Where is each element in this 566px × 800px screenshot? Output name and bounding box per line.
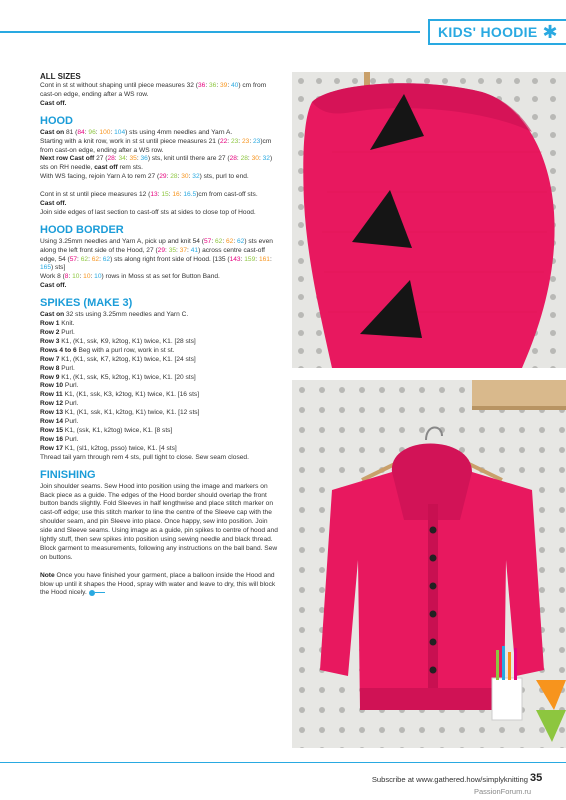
- spike-row: Cast on 32 sts using 3.25mm needles and Yarn C.: [40, 311, 189, 319]
- spikes-end: Thread tail yarn through rem 4 sts, pull tight to close. Sew seam closed.: [40, 453, 249, 461]
- hood-para-4: With WS facing, rejoin Yarn A to rem 27 (29: 28: 30: 32) sts, purl to end.: [40, 173, 249, 181]
- spike-row: Row 14 Purl.: [40, 418, 79, 426]
- hood-para-1: Cast on 81 (84: 96: 100: 104) sts using 4mm needles and Yarn A.: [40, 128, 233, 136]
- spike-row: Row 8 Purl.: [40, 364, 75, 372]
- spike-row: Row 16 Purl.: [40, 435, 79, 443]
- hood-border-para-1: Using 3.25mm needles and Yarn A, pick up and knit 54 (57: 62: 62: 62) sts even along the left front side of the Hood, 27 (29: 35: 37: 41) across centre cast-off edge, 54 (57: 62: 62: 62) sts along right front side of Hood. [135 (143: 159: 161: 165) sts]: [40, 237, 273, 272]
- watermark: PassionForum.ru: [474, 787, 532, 796]
- spikes-row-list: [40, 311, 280, 454]
- finishing-heading: FINISHING: [40, 468, 96, 481]
- hood-border-heading: HOOD BORDER: [40, 223, 124, 236]
- hood-back-photo: [292, 72, 566, 368]
- spike-row: Row 2 Purl.: [40, 329, 75, 337]
- spike-row: Row 15 K1, (ssk, K1, k2tog) twice, K1. [8 sts]: [40, 426, 173, 434]
- header-title: KIDS' HOODIE: [438, 24, 538, 40]
- spike-row: Row 17 K1, (sl1, k2tog, psso) twice, K1. [4 sts]: [40, 444, 177, 452]
- spike-row: Row 12 Purl.: [40, 400, 79, 408]
- hoodie-front-illustration: [292, 380, 566, 748]
- header-title-box: [428, 19, 566, 45]
- spike-row: Row 11 K1, (K1, ssk, K3, k2tog, K1) twice, K1. [16 sts]: [40, 391, 200, 399]
- spike-row: Row 10 Purl.: [40, 382, 79, 390]
- spike-row: Row 3 K1, (K1, ssk, K9, k2tog, K1) twice, K1. [28 sts]: [40, 337, 196, 345]
- pattern-text-column: [40, 72, 280, 598]
- hoodie-front-photo: [292, 380, 566, 748]
- footer-rule: [0, 762, 566, 763]
- hood-para-5: Cont in st st until piece measures 12 (13: 15: 16: 16.5)cm from cast-off sts.: [40, 191, 258, 199]
- hood-para-2: Starting with a knit row, work in st st until piece measures 21 (22: 23: 23: 23)cm from cast-on edge, ending after a WS row.: [40, 137, 272, 154]
- hood-heading: HOOD: [40, 114, 73, 127]
- hood-border-castoff: Cast off.: [40, 282, 67, 290]
- finishing-note: Note Once you have finished your garment, place a balloon inside the Hood and blow up until it shapes the Hood, spray with water and leave to dry, this will block the Hood nicely.: [40, 571, 276, 597]
- end-marker-line: [95, 592, 105, 593]
- all-sizes-heading: ALL SIZES: [40, 72, 81, 81]
- spike-row: Row 9 K1, (K1, ssk, K5, k2tog, K1) twice, K1. [20 sts]: [40, 373, 196, 381]
- hood-castoff: Cast off.: [40, 199, 67, 207]
- hood-back-illustration: [292, 72, 566, 368]
- spike-row: Rows 4 to 6 Beg with a purl row, work in st st.: [40, 346, 175, 354]
- hood-para-6: Join side edges of last section to cast-off sts at sides to close top of Hood.: [40, 208, 256, 216]
- asterisk-icon: ✱: [542, 22, 558, 42]
- spike-row: Row 13 K1, (K1, ssk, K1, k2tog, K1) twice, K1. [12 sts]: [40, 409, 200, 417]
- page-header: [0, 19, 566, 45]
- spikes-heading: SPIKES (MAKE 3): [40, 297, 133, 310]
- header-rule: [0, 31, 420, 33]
- castoff-text: Cast off.: [40, 99, 67, 107]
- page-number: 35: [530, 772, 543, 784]
- hood-border-para-2: Work 8 (8: 10: 10: 10) rows in Moss st as set for Button Band.: [40, 273, 220, 281]
- hood-para-3: Next row Cast off 27 (28: 34: 35: 36) sts, knit until there are 27 (28: 28: 30: 32) sts on RH needle, cast off rem sts.: [40, 155, 273, 172]
- all-sizes-para: Cont in st st without shaping until piece measures 32 (36: 36: 39: 40) cm from cast-on edge, ending after a WS row.: [40, 82, 267, 98]
- spike-row: Row 7 K1, (K1, ssk, K7, k2tog, K1) twice, K1. [24 sts]: [40, 355, 196, 363]
- subscribe-link[interactable]: Subscribe at www.gathered.how/simplyknitting: [371, 775, 528, 784]
- finishing-para: Join shoulder seams. Sew Hood into position using the image and markers on Back piece as a guide. The edges of the Hood border should overlap the front button bands slightly. Fold Sleeves in half lengthwise and place stitch marker on cast-off edge; use this stitch marker to line the centre of the Sleeve cap with the shoulder seam, and pin Sleeve into place. Once happy, sew into position. Join side and Sleeve seams. Using image as a guide, pin spikes to centre of hood and lightly stuff, then sew spikes into position using sewing needle and black thread. Block garment to measurements, following any instructions on the ball band. Sew on buttons.: [40, 482, 278, 561]
- spike-row: Row 1 Knit.: [40, 320, 75, 328]
